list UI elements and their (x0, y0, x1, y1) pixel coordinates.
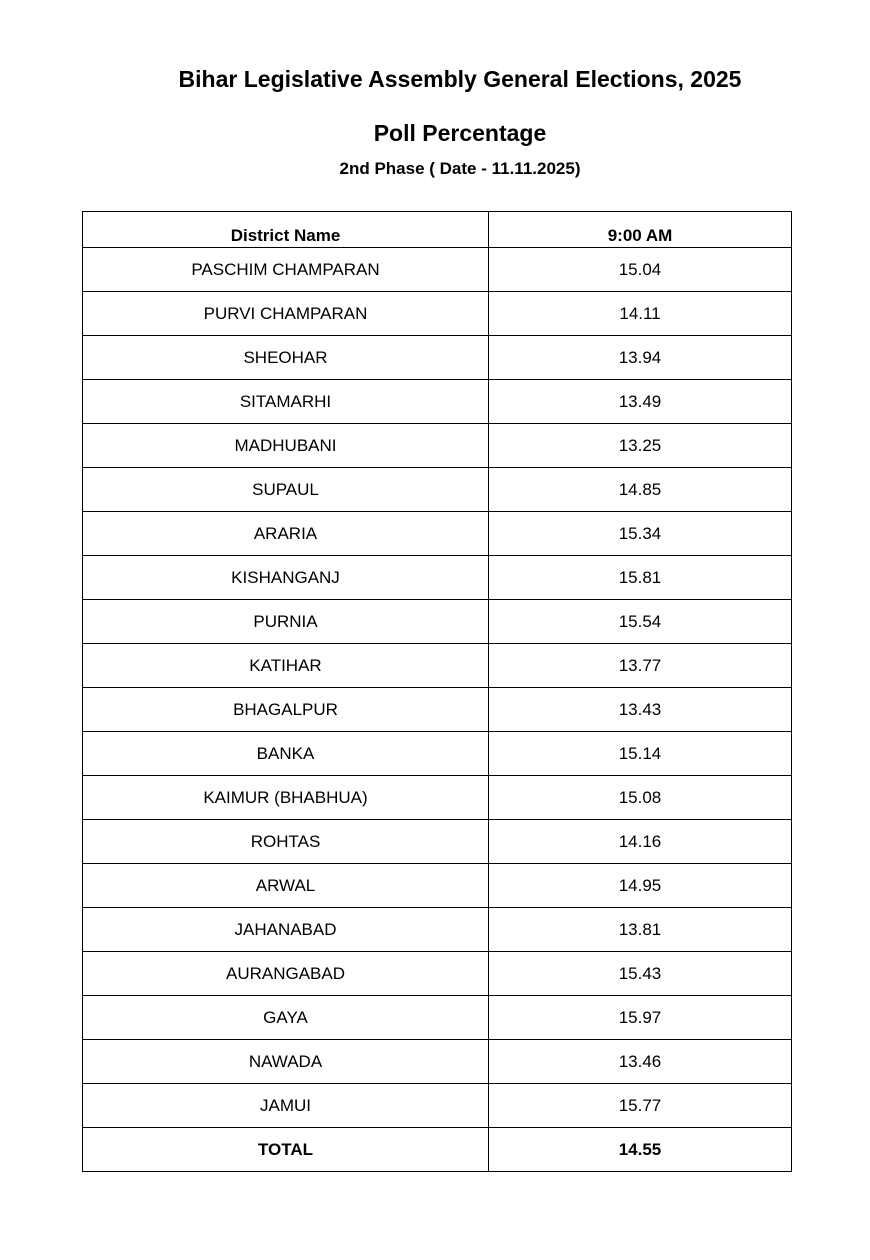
value-cell: 15.97 (489, 996, 792, 1040)
district-cell: PURVI CHAMPARAN (83, 292, 489, 336)
document-title: Bihar Legislative Assembly General Elections, 2025 (178, 66, 742, 92)
table-row (83, 556, 792, 600)
table-row (83, 908, 792, 952)
table-header-row (83, 212, 792, 248)
table-row (83, 336, 792, 380)
table-row (83, 380, 792, 424)
table-row (83, 820, 792, 864)
column-header-time: 9:00 AM (489, 212, 792, 248)
value-cell: 14.85 (489, 468, 792, 512)
value-cell: 15.43 (489, 952, 792, 996)
value-cell: 15.77 (489, 1084, 792, 1128)
value-cell: 13.94 (489, 336, 792, 380)
value-cell: 15.08 (489, 776, 792, 820)
district-cell: SUPAUL (83, 468, 489, 512)
value-cell: 14.11 (489, 292, 792, 336)
district-cell: KAIMUR (BHABHUA) (83, 776, 489, 820)
district-cell: KATIHAR (83, 644, 489, 688)
table-row (83, 1084, 792, 1128)
district-cell: BANKA (83, 732, 489, 776)
table-row (83, 864, 792, 908)
table-row (83, 468, 792, 512)
table-row (83, 996, 792, 1040)
district-cell: MADHUBANI (83, 424, 489, 468)
value-cell: 13.77 (489, 644, 792, 688)
table-row (83, 776, 792, 820)
value-cell: 15.14 (489, 732, 792, 776)
district-cell: ROHTAS (83, 820, 489, 864)
phase-date: 2nd Phase ( Date - 11.11.2025) (339, 159, 581, 178)
district-cell: NAWADA (83, 1040, 489, 1084)
value-cell: 14.95 (489, 864, 792, 908)
value-cell: 13.46 (489, 1040, 792, 1084)
district-cell: KISHANGANJ (83, 556, 489, 600)
document-subtitle: Poll Percentage (373, 120, 547, 146)
table-row (83, 292, 792, 336)
district-cell: SHEOHAR (83, 336, 489, 380)
district-cell: PASCHIM CHAMPARAN (83, 248, 489, 292)
value-cell: 14.16 (489, 820, 792, 864)
total-label-cell: TOTAL (83, 1128, 489, 1172)
table-row (83, 688, 792, 732)
total-value-cell: 14.55 (489, 1128, 792, 1172)
district-cell: JAMUI (83, 1084, 489, 1128)
value-cell: 15.04 (489, 248, 792, 292)
table-row (83, 732, 792, 776)
value-cell: 13.81 (489, 908, 792, 952)
district-cell: BHAGALPUR (83, 688, 489, 732)
table-row (83, 424, 792, 468)
value-cell: 15.34 (489, 512, 792, 556)
table-row (83, 248, 792, 292)
table-row (83, 600, 792, 644)
column-header-district: District Name (83, 212, 489, 248)
district-cell: AURANGABAD (83, 952, 489, 996)
district-cell: ARARIA (83, 512, 489, 556)
value-cell: 13.25 (489, 424, 792, 468)
district-cell: PURNIA (83, 600, 489, 644)
poll-percentage-table (82, 211, 792, 1172)
table-row (83, 512, 792, 556)
total-row (83, 1128, 792, 1172)
value-cell: 13.49 (489, 380, 792, 424)
district-cell: ARWAL (83, 864, 489, 908)
value-cell: 13.43 (489, 688, 792, 732)
district-cell: GAYA (83, 996, 489, 1040)
district-cell: SITAMARHI (83, 380, 489, 424)
table-row (83, 952, 792, 996)
district-cell: JAHANABAD (83, 908, 489, 952)
value-cell: 15.81 (489, 556, 792, 600)
table-row (83, 644, 792, 688)
table-row (83, 1040, 792, 1084)
value-cell: 15.54 (489, 600, 792, 644)
